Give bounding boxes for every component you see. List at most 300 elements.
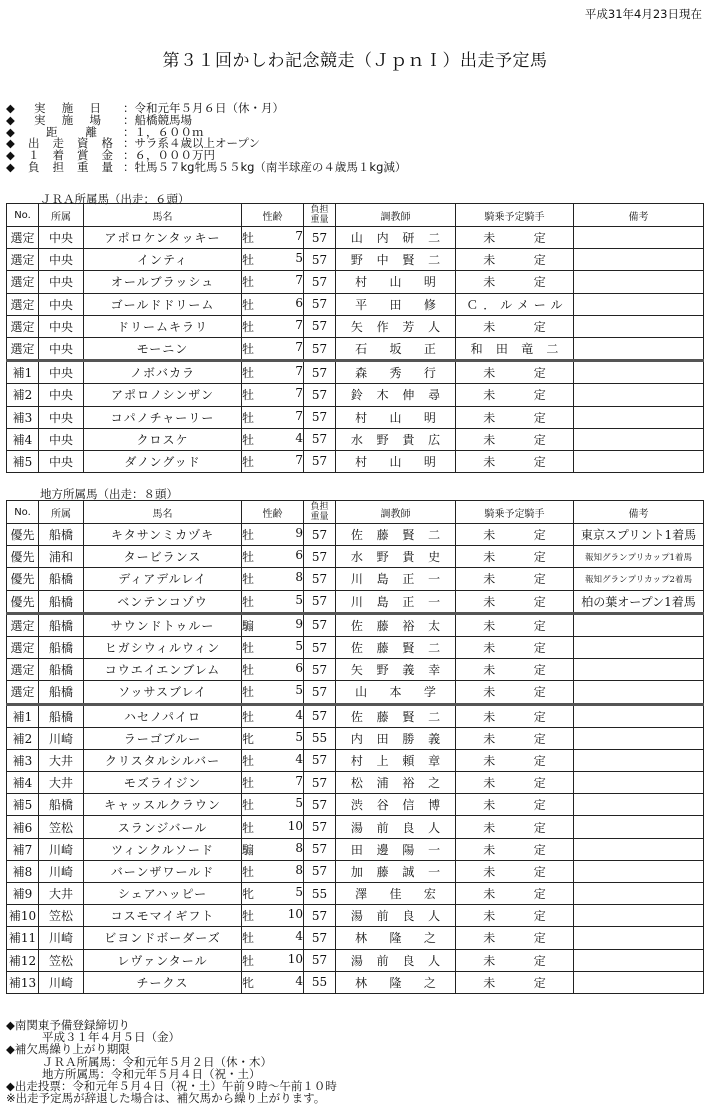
header-horse-name: 馬名 bbox=[84, 501, 242, 524]
header-affiliation: 所属 bbox=[39, 204, 84, 227]
entry-age: 10 bbox=[287, 818, 303, 833]
entry-jockey: 和 田 竜 二 bbox=[456, 337, 574, 360]
info-colon: ： bbox=[123, 136, 135, 151]
entry-trainer: 森 秀 行 bbox=[336, 361, 456, 384]
entry-weight: 57 bbox=[304, 450, 336, 472]
entry-jockey: 未 定 bbox=[456, 883, 574, 905]
table-row bbox=[7, 450, 704, 472]
table-row bbox=[7, 704, 704, 727]
entry-sex-age bbox=[242, 590, 304, 613]
entry-jockey: 未 定 bbox=[456, 681, 574, 704]
entry-no: 補3 bbox=[7, 749, 39, 771]
entry-age: 5 bbox=[295, 592, 303, 607]
entry-note bbox=[574, 681, 704, 704]
table-row bbox=[7, 816, 704, 838]
info-colon: ： bbox=[123, 124, 135, 139]
entry-no: 優先 bbox=[7, 590, 39, 613]
entry-sex: 牡 bbox=[242, 931, 255, 946]
entry-sex: 牡 bbox=[242, 663, 255, 678]
entry-sex: 牡 bbox=[242, 253, 255, 268]
entry-affiliation: 中央 bbox=[39, 337, 84, 360]
entry-horse-name: タービランス bbox=[84, 546, 242, 568]
entry-no: 優先 bbox=[7, 568, 39, 590]
entry-weight: 57 bbox=[304, 293, 336, 315]
entry-affiliation: 中央 bbox=[39, 227, 84, 249]
entry-trainer: 鈴 木 伸 尋 bbox=[336, 384, 456, 406]
table-header-row bbox=[7, 501, 704, 524]
entry-sex: 牡 bbox=[242, 776, 255, 791]
table-row bbox=[7, 227, 704, 249]
entry-sex-age bbox=[242, 860, 304, 882]
entry-note bbox=[574, 361, 704, 384]
entry-note bbox=[574, 704, 704, 727]
entry-note bbox=[574, 406, 704, 428]
entry-age: 5 bbox=[295, 885, 303, 900]
entry-trainer: 加 藤 誠 一 bbox=[336, 860, 456, 882]
table-row bbox=[7, 315, 704, 337]
entry-weight: 57 bbox=[304, 816, 336, 838]
entry-note bbox=[574, 450, 704, 472]
entry-no: 選定 bbox=[7, 249, 39, 271]
header-weight bbox=[304, 501, 336, 524]
entry-weight: 57 bbox=[304, 659, 336, 681]
entry-age: 7 bbox=[295, 229, 303, 244]
entry-age: 7 bbox=[295, 386, 303, 401]
info-colon: ： bbox=[123, 112, 135, 127]
entry-jockey: 未 定 bbox=[456, 749, 574, 771]
entry-sex: 牡 bbox=[242, 864, 255, 879]
entry-age: 5 bbox=[295, 796, 303, 811]
entry-note bbox=[574, 271, 704, 293]
entry-sex-age bbox=[242, 927, 304, 949]
entry-sex-age bbox=[242, 361, 304, 384]
entry-affiliation: 中央 bbox=[39, 428, 84, 450]
entry-affiliation: 川崎 bbox=[39, 838, 84, 860]
entry-trainer: 平 田 修 bbox=[336, 293, 456, 315]
header-jockey: 騎乗予定騎手 bbox=[456, 501, 574, 524]
entry-weight: 57 bbox=[304, 613, 336, 636]
entry-horse-name: ディアデルレイ bbox=[84, 568, 242, 590]
entry-no: 補5 bbox=[7, 450, 39, 472]
entry-trainer: 石 坂 正 bbox=[336, 337, 456, 360]
table-row bbox=[7, 659, 704, 681]
entry-affiliation: 中央 bbox=[39, 361, 84, 384]
entry-age: 7 bbox=[295, 317, 303, 332]
entry-affiliation: 笠松 bbox=[39, 949, 84, 971]
entry-note: 東京スプリント1着馬 bbox=[574, 524, 704, 546]
entry-affiliation: 船橋 bbox=[39, 568, 84, 590]
entry-no: 補3 bbox=[7, 406, 39, 428]
entry-sex: 牡 bbox=[242, 454, 255, 469]
entry-trainer: 内 田 勝 義 bbox=[336, 727, 456, 749]
entry-horse-name: クロスケ bbox=[84, 428, 242, 450]
entry-sex: 牡 bbox=[242, 231, 255, 246]
entry-no: 補2 bbox=[7, 384, 39, 406]
table-row bbox=[7, 883, 704, 905]
entry-weight: 57 bbox=[304, 384, 336, 406]
entry-note bbox=[574, 315, 704, 337]
entry-jockey: 未 定 bbox=[456, 271, 574, 293]
entry-affiliation: 浦和 bbox=[39, 546, 84, 568]
entry-jockey: 未 定 bbox=[456, 838, 574, 860]
entry-note bbox=[574, 883, 704, 905]
info-label: １ 着 賞 金 bbox=[28, 148, 113, 163]
entry-horse-name: アポロノシンザン bbox=[84, 384, 242, 406]
entry-note bbox=[574, 816, 704, 838]
entry-horse-name: ハセノパイロ bbox=[84, 704, 242, 727]
entry-note bbox=[574, 860, 704, 882]
entry-trainer: 松 浦 裕 之 bbox=[336, 772, 456, 794]
info-label: 出 走 資 格 bbox=[28, 136, 113, 151]
entry-jockey: 未 定 bbox=[456, 568, 574, 590]
entry-sex: 牡 bbox=[242, 753, 255, 768]
header-jockey: 騎乗予定騎手 bbox=[456, 204, 574, 227]
entry-weight: 57 bbox=[304, 524, 336, 546]
entry-sex: 牡 bbox=[242, 528, 255, 543]
entry-jockey: 未 定 bbox=[456, 450, 574, 472]
entry-weight: 55 bbox=[304, 727, 336, 749]
entry-jockey: 未 定 bbox=[456, 613, 574, 636]
entry-affiliation: 大井 bbox=[39, 772, 84, 794]
entry-note bbox=[574, 337, 704, 360]
entry-no: 補4 bbox=[7, 428, 39, 450]
entry-affiliation: 川崎 bbox=[39, 860, 84, 882]
info-value: １，６００ｍ bbox=[134, 124, 204, 139]
entry-affiliation: 中央 bbox=[39, 406, 84, 428]
footer-line: ＪＲＡ所属馬：令和元年５月２日（休・木） bbox=[42, 1054, 272, 1069]
entry-sex: 牡 bbox=[242, 820, 255, 835]
entry-age: 6 bbox=[295, 661, 303, 676]
entry-horse-name: コパノチャーリー bbox=[84, 406, 242, 428]
info-value: 令和元年５月６日（休・月） bbox=[134, 101, 284, 115]
entry-trainer: 湯 前 良 人 bbox=[336, 949, 456, 971]
entry-note: 報知グランプリカップ1着馬 bbox=[574, 546, 704, 568]
table-row bbox=[7, 860, 704, 882]
table-row bbox=[7, 428, 704, 450]
entry-sex-age bbox=[242, 428, 304, 450]
jra-entries-table bbox=[6, 203, 704, 473]
info-label: 実 施 場 bbox=[34, 112, 101, 127]
entry-weight: 57 bbox=[304, 772, 336, 794]
entry-horse-name: ゴールドドリーム bbox=[84, 293, 242, 315]
entry-trainer: 水 野 貴 広 bbox=[336, 428, 456, 450]
entry-sex: 牡 bbox=[242, 432, 255, 447]
info-colon: ： bbox=[123, 148, 135, 163]
entry-age: 9 bbox=[295, 526, 303, 541]
table-row bbox=[7, 613, 704, 636]
entry-affiliation: 川崎 bbox=[39, 927, 84, 949]
entry-note: 柏の葉オープン1着馬 bbox=[574, 590, 704, 613]
entry-note bbox=[574, 727, 704, 749]
entry-no: 補11 bbox=[7, 927, 39, 949]
entry-sex-age bbox=[242, 406, 304, 428]
entry-age: 7 bbox=[295, 774, 303, 789]
local-entries-table bbox=[6, 500, 704, 994]
as-of-date: 平成31年4月23日現在 bbox=[584, 7, 702, 21]
entry-jockey: 未 定 bbox=[456, 816, 574, 838]
entry-jockey: 未 定 bbox=[456, 704, 574, 727]
entry-jockey: 未 定 bbox=[456, 905, 574, 927]
entry-note bbox=[574, 794, 704, 816]
entry-affiliation: 船橋 bbox=[39, 590, 84, 613]
entry-no: 選定 bbox=[7, 337, 39, 360]
entry-weight: 57 bbox=[304, 704, 336, 727]
entry-weight: 57 bbox=[304, 428, 336, 450]
entry-jockey: 未 定 bbox=[456, 590, 574, 613]
entry-weight: 57 bbox=[304, 406, 336, 428]
entry-sex: 牡 bbox=[242, 709, 255, 724]
entry-trainer: 村 上 頼 章 bbox=[336, 749, 456, 771]
entry-trainer: 山 本 学 bbox=[336, 681, 456, 704]
entry-sex: 牝 bbox=[242, 975, 255, 990]
entry-note bbox=[574, 772, 704, 794]
entry-horse-name: チークス bbox=[84, 971, 242, 993]
info-value: ６，０００万円 bbox=[134, 148, 215, 163]
entry-sex: 牡 bbox=[242, 410, 255, 425]
entry-affiliation: 中央 bbox=[39, 315, 84, 337]
table-row bbox=[7, 772, 704, 794]
entry-weight: 57 bbox=[304, 227, 336, 249]
entry-sex: 牡 bbox=[242, 388, 255, 403]
entry-no: 選定 bbox=[7, 613, 39, 636]
info-label: 負 担 重 量 bbox=[28, 159, 113, 174]
entry-trainer: 湯 前 良 人 bbox=[336, 905, 456, 927]
entry-age: 7 bbox=[295, 273, 303, 288]
entry-jockey: 未 定 bbox=[456, 772, 574, 794]
entry-sex-age bbox=[242, 971, 304, 993]
diamond-bullet-icon: ◆ bbox=[6, 124, 15, 139]
entry-jockey: 未 定 bbox=[456, 524, 574, 546]
entry-sex-age bbox=[242, 681, 304, 704]
entry-trainer: 矢 野 義 幸 bbox=[336, 659, 456, 681]
entry-horse-name: モズライジン bbox=[84, 772, 242, 794]
entry-no: 補4 bbox=[7, 772, 39, 794]
entry-weight: 57 bbox=[304, 794, 336, 816]
footer-line: ◆補欠馬繰り上がり期限 bbox=[6, 1042, 130, 1057]
entry-affiliation: 船橋 bbox=[39, 524, 84, 546]
diamond-bullet-icon: ◆ bbox=[6, 101, 15, 115]
entry-sex-age bbox=[242, 524, 304, 546]
header-horse-name: 馬名 bbox=[84, 204, 242, 227]
entry-sex-age bbox=[242, 293, 304, 315]
entry-age: 5 bbox=[295, 639, 303, 654]
entry-horse-name: インティ bbox=[84, 249, 242, 271]
info-label: 実 施 日 bbox=[34, 101, 101, 115]
entry-weight: 57 bbox=[304, 905, 336, 927]
entry-no: 補7 bbox=[7, 838, 39, 860]
table-header-row bbox=[7, 204, 704, 227]
entry-trainer: 村 山 明 bbox=[336, 271, 456, 293]
entry-jockey: 未 定 bbox=[456, 546, 574, 568]
entry-sex: 牡 bbox=[242, 275, 255, 290]
entry-jockey: 未 定 bbox=[456, 794, 574, 816]
entry-weight: 57 bbox=[304, 590, 336, 613]
entry-horse-name: ドリームキラリ bbox=[84, 315, 242, 337]
entry-weight: 57 bbox=[304, 568, 336, 590]
entry-trainer: 山 内 研 二 bbox=[336, 227, 456, 249]
entry-horse-name: キャッスルクラウン bbox=[84, 794, 242, 816]
info-colon: ： bbox=[123, 101, 135, 115]
entry-jockey: 未 定 bbox=[456, 636, 574, 658]
entry-horse-name: ヒガシウィルウィン bbox=[84, 636, 242, 658]
entry-sex: 牡 bbox=[242, 685, 255, 700]
entry-jockey: 未 定 bbox=[456, 428, 574, 450]
entry-jockey: Ｃ ． ル メ ー ル bbox=[456, 293, 574, 315]
entry-horse-name: ダノングッド bbox=[84, 450, 242, 472]
entry-affiliation: 中央 bbox=[39, 249, 84, 271]
entry-sex-age bbox=[242, 613, 304, 636]
entry-sex: 牡 bbox=[242, 366, 255, 381]
entry-sex-age bbox=[242, 636, 304, 658]
table-row bbox=[7, 949, 704, 971]
jra-section-label: ＪＲＡ所属馬（出走：６頭） bbox=[40, 192, 190, 206]
header-trainer: 調教師 bbox=[336, 204, 456, 227]
entry-note bbox=[574, 227, 704, 249]
header-weight bbox=[304, 204, 336, 227]
entry-weight: 57 bbox=[304, 860, 336, 882]
entry-horse-name: キタサンミカヅキ bbox=[84, 524, 242, 546]
entry-sex-age bbox=[242, 838, 304, 860]
entry-jockey: 未 定 bbox=[456, 860, 574, 882]
table-row bbox=[7, 727, 704, 749]
entry-no: 補9 bbox=[7, 883, 39, 905]
header-weight-top: 負担 bbox=[310, 502, 329, 512]
entry-weight: 57 bbox=[304, 271, 336, 293]
entry-horse-name: オールブラッシュ bbox=[84, 271, 242, 293]
entry-sex-age bbox=[242, 794, 304, 816]
table-row bbox=[7, 249, 704, 271]
entry-age: 7 bbox=[295, 364, 303, 379]
entry-age: 8 bbox=[295, 840, 303, 855]
entry-sex: 牡 bbox=[242, 594, 255, 609]
entry-affiliation: 笠松 bbox=[39, 816, 84, 838]
info-label: 距 離 bbox=[46, 124, 97, 139]
entry-sex-age bbox=[242, 271, 304, 293]
entry-sex-age bbox=[242, 337, 304, 360]
table-row bbox=[7, 927, 704, 949]
entry-note bbox=[574, 384, 704, 406]
diamond-bullet-icon: ◆ bbox=[6, 112, 15, 127]
entry-sex: 牡 bbox=[242, 550, 255, 565]
table-row bbox=[7, 337, 704, 360]
entry-no: 選定 bbox=[7, 227, 39, 249]
entry-no: 補12 bbox=[7, 949, 39, 971]
entry-age: 4 bbox=[295, 929, 303, 944]
entry-affiliation: 船橋 bbox=[39, 794, 84, 816]
table-row bbox=[7, 794, 704, 816]
entry-horse-name: サウンドトゥルー bbox=[84, 613, 242, 636]
entry-jockey: 未 定 bbox=[456, 384, 574, 406]
table-row bbox=[7, 749, 704, 771]
entry-note bbox=[574, 949, 704, 971]
entry-weight: 57 bbox=[304, 681, 336, 704]
entry-age: 10 bbox=[287, 951, 303, 966]
entry-note bbox=[574, 838, 704, 860]
entry-sex: 牡 bbox=[242, 572, 255, 587]
table-row bbox=[7, 361, 704, 384]
entry-age: 4 bbox=[295, 751, 303, 766]
entry-sex-age bbox=[242, 727, 304, 749]
entry-affiliation: 川崎 bbox=[39, 727, 84, 749]
entry-note bbox=[574, 659, 704, 681]
entry-age: 4 bbox=[295, 430, 303, 445]
entry-jockey: 未 定 bbox=[456, 227, 574, 249]
entry-note bbox=[574, 293, 704, 315]
entry-affiliation: 中央 bbox=[39, 384, 84, 406]
entry-sex-age bbox=[242, 249, 304, 271]
entry-sex-age bbox=[242, 883, 304, 905]
entry-note bbox=[574, 971, 704, 993]
entry-sex: 牡 bbox=[242, 953, 255, 968]
entry-no: 選定 bbox=[7, 636, 39, 658]
entry-weight: 57 bbox=[304, 749, 336, 771]
entry-age: 5 bbox=[295, 251, 303, 266]
entry-sex-age bbox=[242, 227, 304, 249]
entry-sex-age bbox=[242, 816, 304, 838]
entry-sex-age bbox=[242, 450, 304, 472]
entry-trainer: 渋 谷 信 博 bbox=[336, 794, 456, 816]
entry-horse-name: コウエイエンブレム bbox=[84, 659, 242, 681]
entry-sex-age bbox=[242, 568, 304, 590]
table-row bbox=[7, 636, 704, 658]
entry-horse-name: クリスタルシルバー bbox=[84, 749, 242, 771]
table-row bbox=[7, 681, 704, 704]
header-weight-bottom: 重量 bbox=[310, 215, 329, 225]
entry-sex: 牡 bbox=[242, 798, 255, 813]
entry-jockey: 未 定 bbox=[456, 949, 574, 971]
entry-horse-name: アポロケンタッキー bbox=[84, 227, 242, 249]
entry-weight: 57 bbox=[304, 546, 336, 568]
entry-horse-name: バーンザワールド bbox=[84, 860, 242, 882]
header-affiliation: 所属 bbox=[39, 501, 84, 524]
entry-sex-age bbox=[242, 546, 304, 568]
entry-affiliation: 中央 bbox=[39, 450, 84, 472]
entry-weight: 55 bbox=[304, 971, 336, 993]
entry-horse-name: シェアハッピー bbox=[84, 883, 242, 905]
entry-no: 選定 bbox=[7, 315, 39, 337]
entry-age: 5 bbox=[295, 729, 303, 744]
entry-no: 補8 bbox=[7, 860, 39, 882]
entry-note: 報知グランプリカップ2着馬 bbox=[574, 568, 704, 590]
entry-weight: 57 bbox=[304, 315, 336, 337]
entry-no: 選定 bbox=[7, 271, 39, 293]
race-info bbox=[6, 103, 406, 174]
info-value: 牡馬５７kg牝馬５５kg（南半球産の４歳馬１kg減） bbox=[134, 159, 407, 174]
entry-affiliation: 船橋 bbox=[39, 613, 84, 636]
table-row bbox=[7, 905, 704, 927]
entry-sex: 牡 bbox=[242, 297, 255, 312]
info-value: サラ系４歳以上オープン bbox=[134, 136, 260, 151]
entry-sex: 牡 bbox=[242, 909, 255, 924]
entry-horse-name: スランジバール bbox=[84, 816, 242, 838]
table-row bbox=[7, 971, 704, 993]
entry-sex-age bbox=[242, 905, 304, 927]
entry-affiliation: 大井 bbox=[39, 749, 84, 771]
entry-jockey: 未 定 bbox=[456, 659, 574, 681]
entry-weight: 55 bbox=[304, 883, 336, 905]
entry-note bbox=[574, 905, 704, 927]
diamond-bullet-icon: ◆ bbox=[6, 136, 15, 151]
entry-sex-age bbox=[242, 384, 304, 406]
entry-age: 4 bbox=[295, 707, 303, 722]
entry-horse-name: ベンテンコゾウ bbox=[84, 590, 242, 613]
diamond-bullet-icon: ◆ bbox=[6, 148, 15, 163]
table-row bbox=[7, 271, 704, 293]
table-row bbox=[7, 546, 704, 568]
table-row bbox=[7, 590, 704, 613]
entry-jockey: 未 定 bbox=[456, 249, 574, 271]
entry-trainer: 矢 作 芳 人 bbox=[336, 315, 456, 337]
